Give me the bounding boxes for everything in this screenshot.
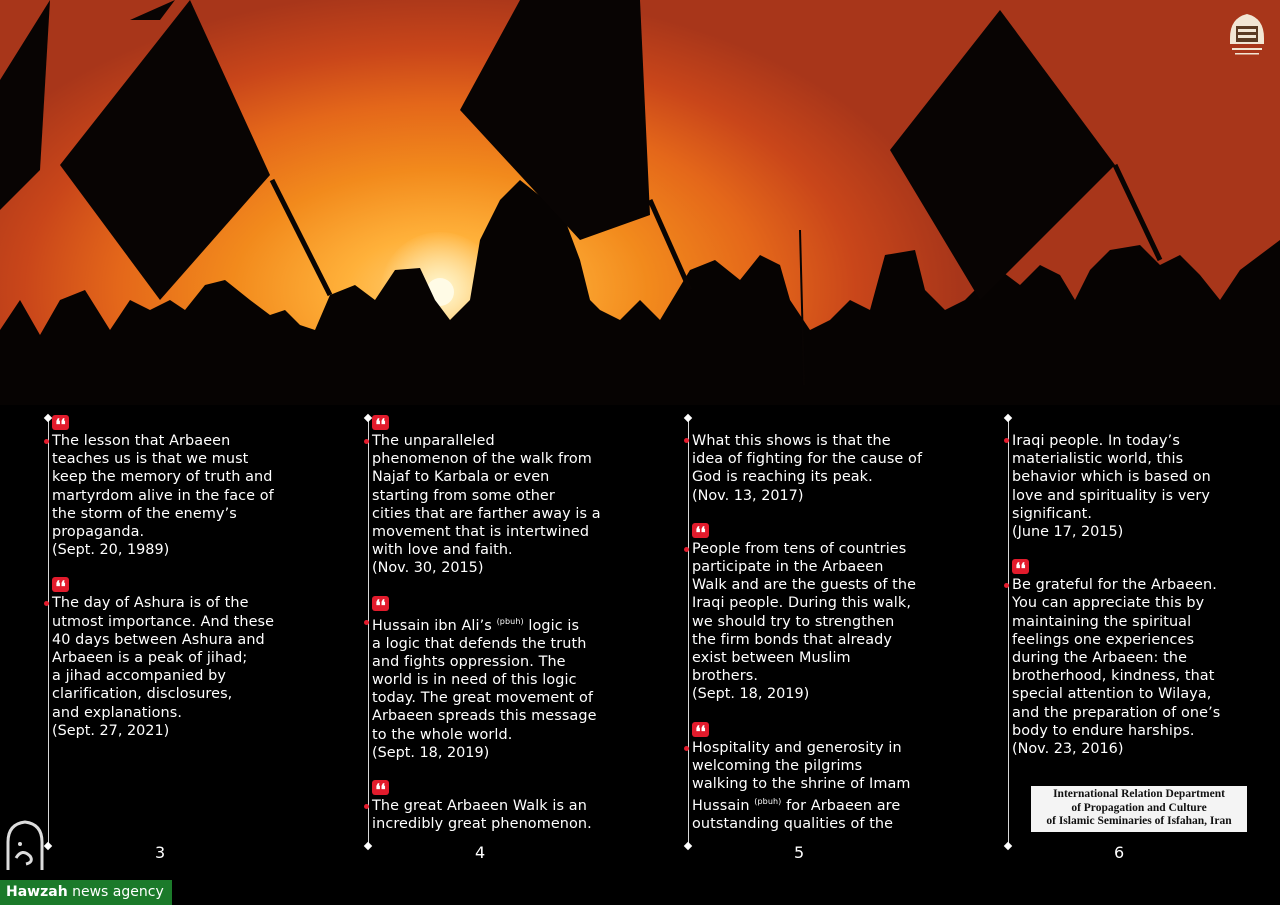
quote-text: The day of Ashura is of the utmost importance. And these 40 days between Ashura and Arbaeen is a peak of jihad; a jihad accompanied by clarification, disclosures, and explanations. xyxy=(52,595,275,721)
quote-mark-icon: ❛❛ xyxy=(52,415,69,430)
credit-line-2: of Propagation and Culture xyxy=(1071,801,1207,814)
quote-date: (Sept. 18, 2019) xyxy=(692,686,810,703)
quote-mark-icon: ❛❛ xyxy=(372,596,389,611)
page-number-6: 6 xyxy=(1114,843,1125,862)
quote-date: (Nov. 23, 2016) xyxy=(1012,741,1124,758)
quote-column-4 xyxy=(372,415,622,851)
quote-text: Hussain ibn Ali’s $^{(pbuh)}$ logic is a logic that defends the truth and fights oppression. The world is in need of this logic today. The great movement of Arbaeen spreads this message to the whole world. xyxy=(372,616,597,743)
flag-edge-left xyxy=(0,0,50,210)
credit-line-1: International Relation Department xyxy=(1053,788,1225,800)
credit-box xyxy=(1031,786,1247,832)
quote-date: (Sept. 18, 2019) xyxy=(372,744,490,761)
quote-mark-icon: ❛❛ xyxy=(372,415,389,430)
quote-item xyxy=(52,577,302,740)
quote-text: Hospitality and generosity in welcoming the pilgrims walking to the shrine of Imam Hussain $^{(pbuh)}$ for Arbaeen are outstanding qualities of the xyxy=(692,739,911,833)
page-number-4: 4 xyxy=(475,843,486,862)
quote-text: Be grateful for the Arbaeen. You can appreciate this by maintaining the spiritual feelings one experiences during the Arbaeen: the brotherhood, kindness, that special attention to Wilaya, and the preparation of one’s body to endure harships. xyxy=(1012,577,1221,739)
quote-item xyxy=(372,596,622,762)
quote-item xyxy=(692,432,942,505)
quote-item xyxy=(692,722,942,834)
quote-column-5 xyxy=(692,415,942,851)
quote-date: (June 17, 2015) xyxy=(1012,524,1124,541)
quote-text: People from tens of countries participate in the Arbaeen Walk and are the guests of the Iraqi people. During this walk, we should try to strengthen the firm bonds that already exist between Muslim brothers. xyxy=(692,540,917,685)
quote-date: (Nov. 13, 2017) xyxy=(692,487,804,504)
quote-mark-icon: ❛❛ xyxy=(692,722,709,737)
page-number-3: 3 xyxy=(155,843,166,862)
pbuh-superscript: (pbuh) xyxy=(496,616,524,626)
quote-item xyxy=(372,415,622,578)
agency-suffix: news agency xyxy=(67,884,164,900)
quote-mark-icon: ❛❛ xyxy=(372,780,389,795)
agency-bar xyxy=(0,880,172,905)
quote-date: (Nov. 30, 2015) xyxy=(372,560,484,577)
quote-item xyxy=(372,780,622,833)
flag-center xyxy=(460,0,650,240)
seminary-logo-icon xyxy=(1226,12,1268,62)
agency-name: Hawzah xyxy=(6,884,68,900)
credit-line-3: of Islamic Seminaries of Isfahan, Iran xyxy=(1046,815,1232,827)
page-number-5: 5 xyxy=(794,843,805,862)
hawzah-logo-icon xyxy=(4,818,46,876)
quote-mark-icon: ❛❛ xyxy=(1012,559,1029,574)
quote-text: The great Arbaeen Walk is an incredibly great phenomenon. xyxy=(372,798,592,833)
quote-text: The unparalleled phenomenon of the walk from Najaf to Karbala or even starting from some other cities that are farther away is a movement that is intertwined with love and faith. xyxy=(372,433,601,559)
quote-date: (Sept. 20, 1989) xyxy=(52,542,170,559)
quote-mark-icon: ❛❛ xyxy=(52,577,69,592)
quote-text: The lesson that Arbaeen teaches us is that we must keep the memory of truth and martyrdom alive in the face of the storm of the enemy’s propaganda. xyxy=(52,433,274,541)
flag-left xyxy=(60,0,270,300)
quote-item xyxy=(1012,432,1262,541)
quote-column-3 xyxy=(52,415,302,758)
quote-item xyxy=(1012,559,1262,758)
pennant-top xyxy=(130,0,175,20)
quote-item xyxy=(52,415,302,559)
quote-text: Iraqi people. In today’s materialistic world, this behavior which is based on love and spirituality is very significant. xyxy=(1012,433,1211,522)
quote-mark-icon: ❛❛ xyxy=(692,523,709,538)
flag-right xyxy=(890,10,1115,300)
quote-text: What this shows is that the idea of fighting for the cause of God is reaching its peak. xyxy=(692,433,923,486)
quote-column-6 xyxy=(1012,415,1262,776)
pbuh-superscript: (pbuh) xyxy=(754,797,782,807)
quote-item xyxy=(692,523,942,704)
quote-date: (Sept. 27, 2021) xyxy=(52,722,170,739)
